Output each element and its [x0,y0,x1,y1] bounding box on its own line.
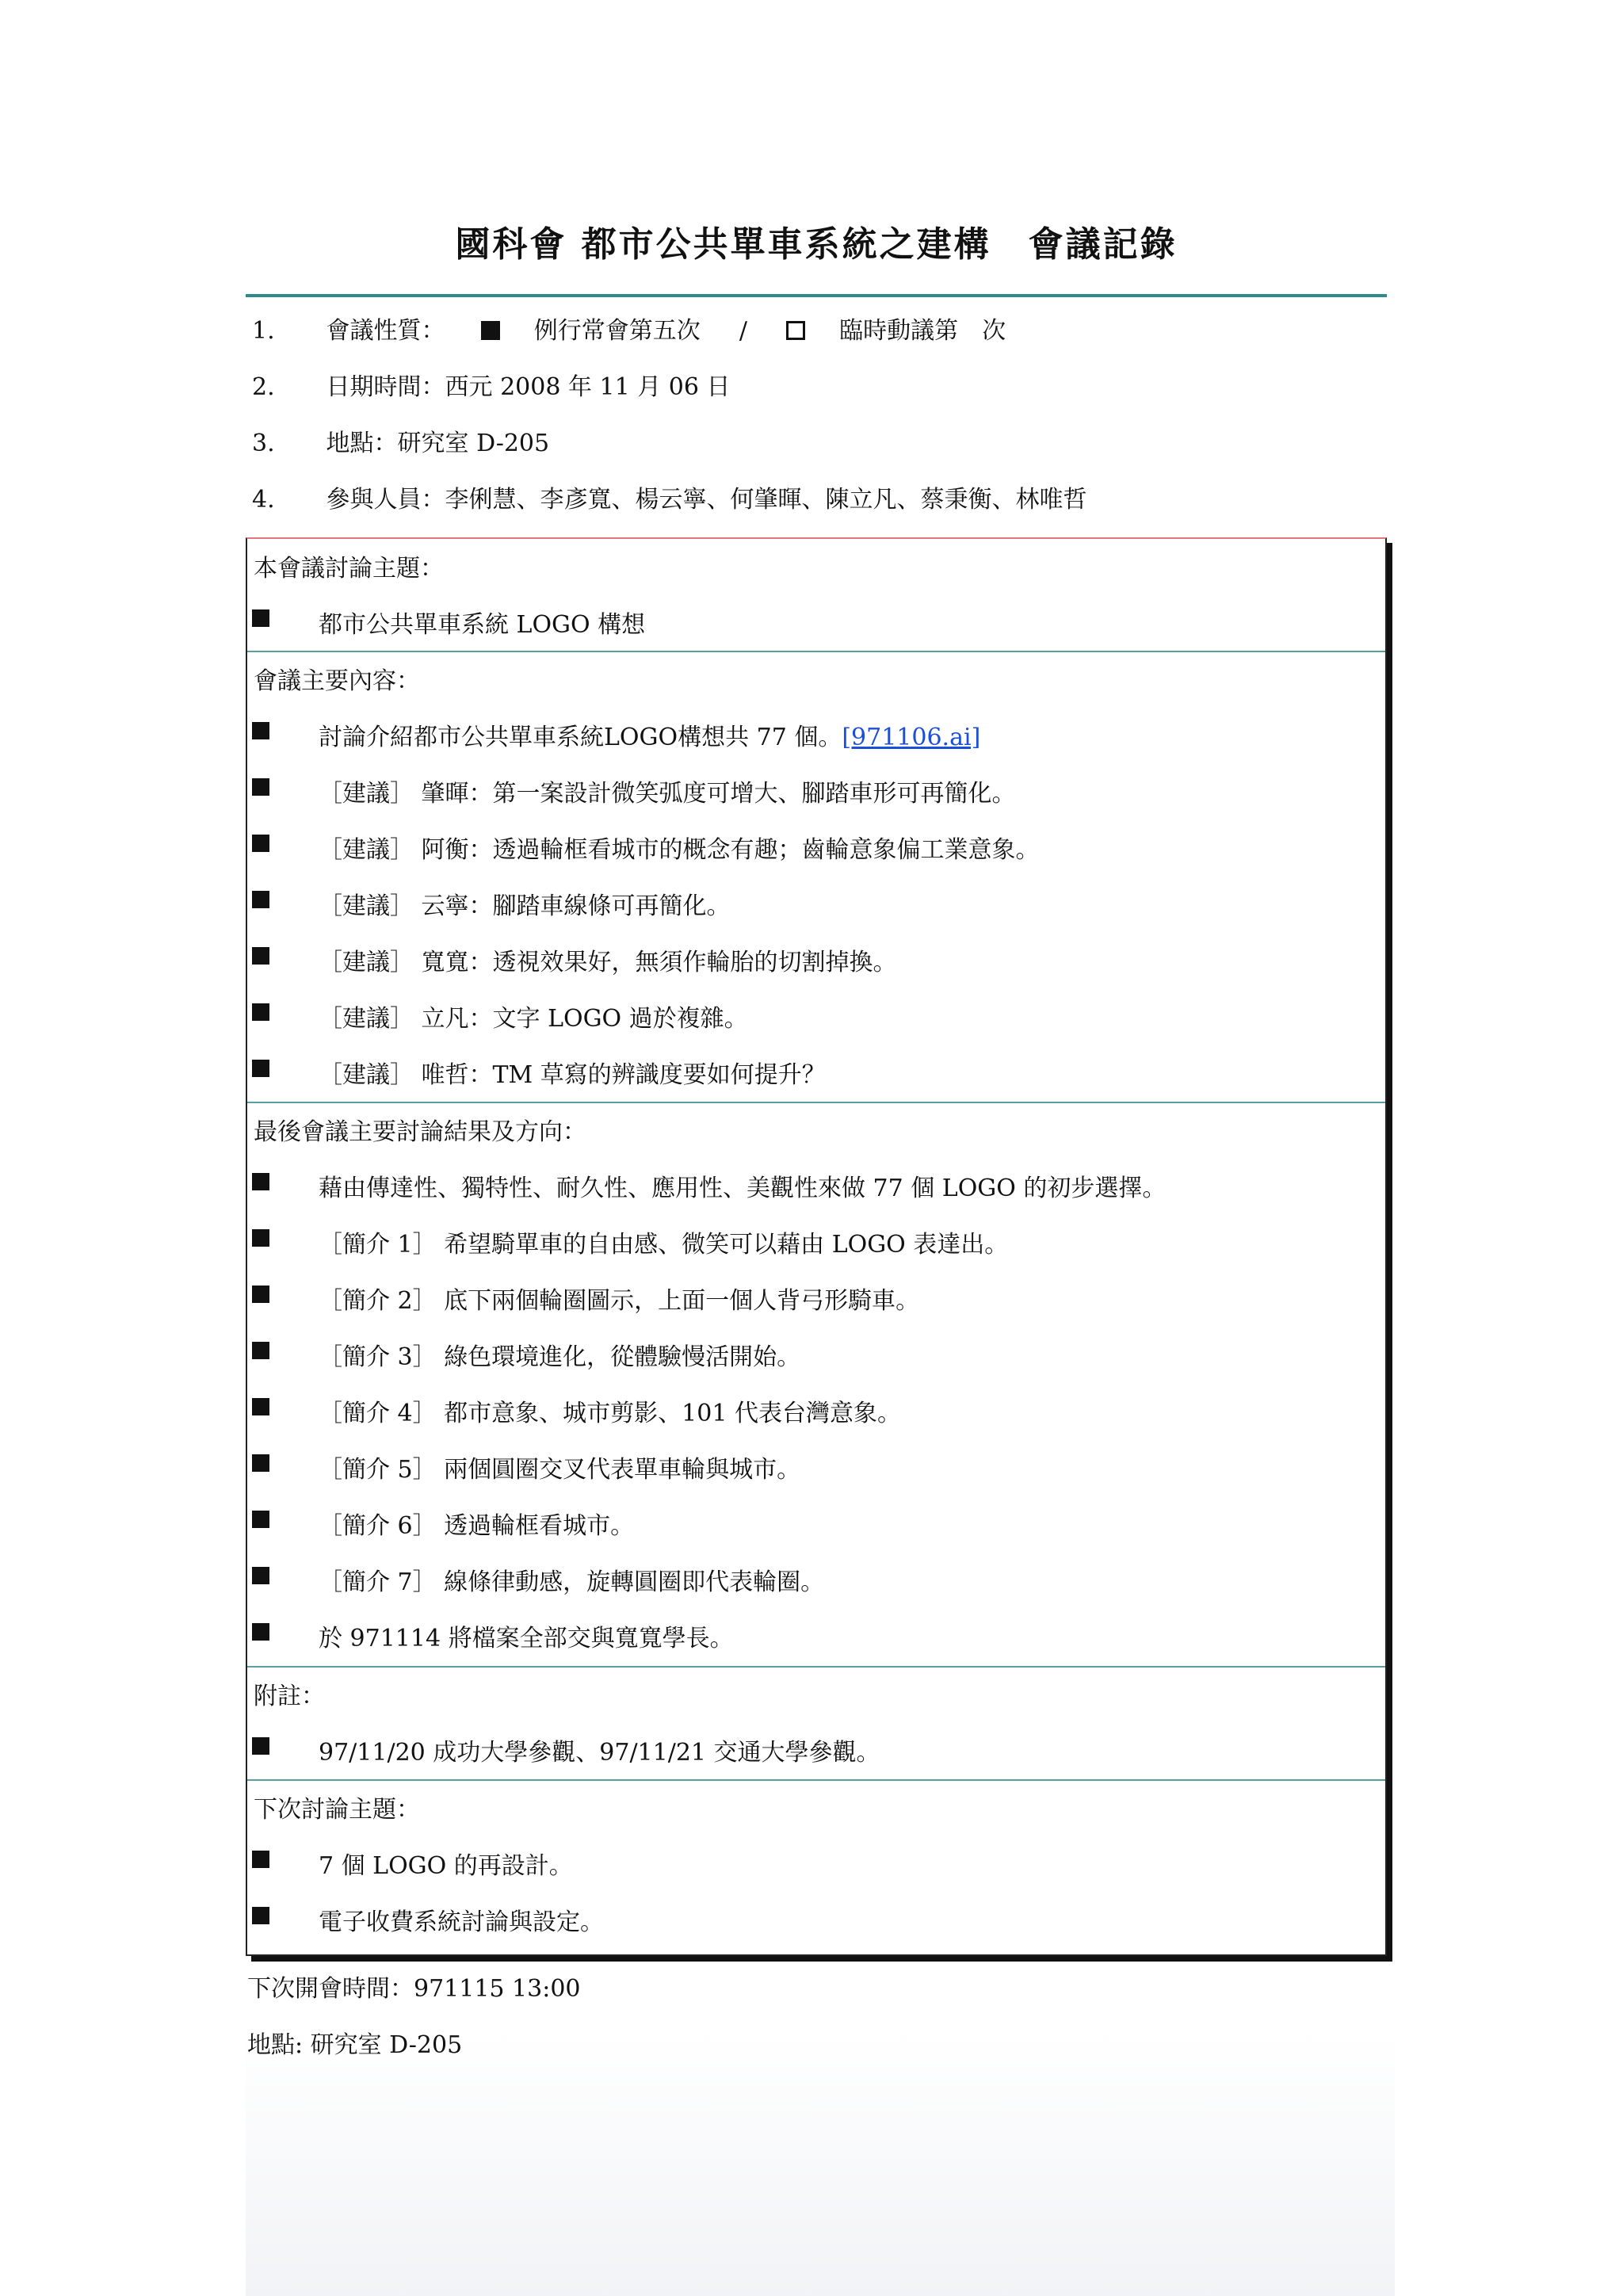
section-divider [247,651,1385,652]
list-item: ［建議］ 阿衡：透過輪框看城市的概念有趣；齒輪意象偏工業意象。 [252,830,269,858]
square-bullet-icon [252,722,269,739]
file-link[interactable]: [971106.ai] [842,724,981,751]
list-item: 7 個 LOGO 的再設計。 [252,1846,269,1874]
section-heading: 附註： [254,1683,325,1710]
section-content-heading [246,661,1387,696]
next-meeting-location: 地點: 研究室 D-205 [247,2031,463,2059]
title-underline [246,294,1387,297]
meeting-date: 日期時間：西元 2008 年 11 月 06 日 [326,373,731,401]
square-bullet-icon [252,1342,269,1359]
square-bullet-icon [252,1286,269,1303]
list-item: ［建議］ 立凡：文字 LOGO 過於複雜。 [252,999,269,1026]
list-item: ［建議］ 肇暉：第一案設計微笑弧度可增大、腳踏車形可再簡化。 [252,774,269,801]
list-item: 電子收費系統討論與設定。 [252,1902,269,1930]
square-bullet-icon [252,1060,269,1077]
info-number: 1. [252,317,275,345]
list-item: ［建議］ 云寧：腳踏車線條可再簡化。 [252,886,269,914]
meeting-location: 地點：研究室 D-205 [326,430,550,457]
square-bullet-icon [252,1737,269,1755]
page-bottom-shade [246,2029,1395,2296]
list-item: ［簡介 7］ 線條律動感，旋轉圓圈即代表輪圈。 [252,1562,269,1590]
square-bullet-icon [252,1229,269,1247]
list-item: ［建議］ 寬寬：透視效果好，無須作輪胎的切割掉換。 [252,942,269,970]
list-item: ［簡介 5］ 兩個圓圈交叉代表單車輪與城市。 [252,1450,269,1477]
square-bullet-icon [252,1851,269,1868]
list-item: ［簡介 6］ 透過輪框看城市。 [252,1506,269,1534]
document-title: 國科會 都市公共單車系統之建構 會議記錄 [455,224,1178,265]
square-bullet-icon [252,1003,269,1021]
section-divider [247,1779,1385,1781]
list-item: ［建議］ 唯哲：TM 草寫的辨識度要如何提升？ [252,1055,269,1083]
info-number: 4. [252,486,275,514]
section-heading: 下次討論主題： [254,1796,420,1824]
square-bullet-icon [252,835,269,852]
list-item: ［簡介 4］ 都市意象、城市剪影、101 代表台灣意象。 [252,1393,269,1421]
extraordinary-motion-option: 臨時動議第 次 [839,317,1006,345]
section-heading: 最後會議主要討論結果及方向： [254,1118,586,1146]
square-bullet-icon [252,609,269,627]
info-line-date [252,367,1393,402]
square-bullet-icon [252,1173,269,1190]
info-number: 2. [252,373,275,401]
unchecked-box-icon [786,321,805,340]
section-result-heading [246,1112,1387,1147]
section-topic-heading [246,548,1387,583]
section-note-heading [246,1676,1387,1711]
meeting-attendees: 參與人員：李俐慧、李彥寬、楊云寧、何肇暉、陳立凡、蔡秉衡、林唯哲 [326,486,1087,514]
section-divider [247,1102,1385,1103]
square-bullet-icon [252,778,269,796]
info-line-meeting-type [252,311,1393,346]
square-bullet-icon [252,1907,269,1924]
info-line-location [252,423,1393,458]
square-bullet-icon [252,1398,269,1415]
section-heading: 本會議討論主題： [254,555,444,583]
info-line-attendees [252,479,1393,514]
option-separator: / [739,317,747,345]
section-divider [247,1666,1385,1668]
list-item: 藉由傳達性、獨特性、耐久性、應用性、美觀性來做 77 個 LOGO 的初步選擇。 [252,1168,269,1196]
regular-meeting-option: 例行常會第五次 [533,317,701,345]
list-item: 都市公共單車系統 LOGO 構想 [252,605,269,632]
meeting-type-label: 會議性質： [326,317,445,345]
info-number: 3. [252,430,275,457]
next-meeting-time: 下次開會時間：971115 13:00 [247,1975,581,2003]
list-item: ［簡介 1］ 希望騎單車的自由感、微笑可以藉由 LOGO 表達出。 [252,1224,269,1252]
square-bullet-icon [252,1454,269,1472]
section-next-heading [246,1790,1387,1824]
square-bullet-icon [252,1567,269,1584]
square-bullet-icon [252,1623,269,1641]
checked-box-icon [481,321,500,340]
list-item: ［簡介 2］ 底下兩個輪圈圖示，上面一個人背弓形騎車。 [252,1281,269,1308]
square-bullet-icon [252,891,269,908]
section-heading: 會議主要內容： [254,667,420,695]
square-bullet-icon [252,1511,269,1528]
list-item: 97/11/20 成功大學參觀、97/11/21 交通大學參觀。 [252,1733,269,1760]
list-item: 討論介紹都市公共單車系統LOGO構想共 77 個。[971106.ai] [252,717,269,745]
square-bullet-icon [252,947,269,965]
list-item: ［簡介 3］ 綠色環境進化，從體驗慢活開始。 [252,1337,269,1365]
list-item: 於 971114 將檔案全部交與寬寬學長。 [252,1618,269,1646]
